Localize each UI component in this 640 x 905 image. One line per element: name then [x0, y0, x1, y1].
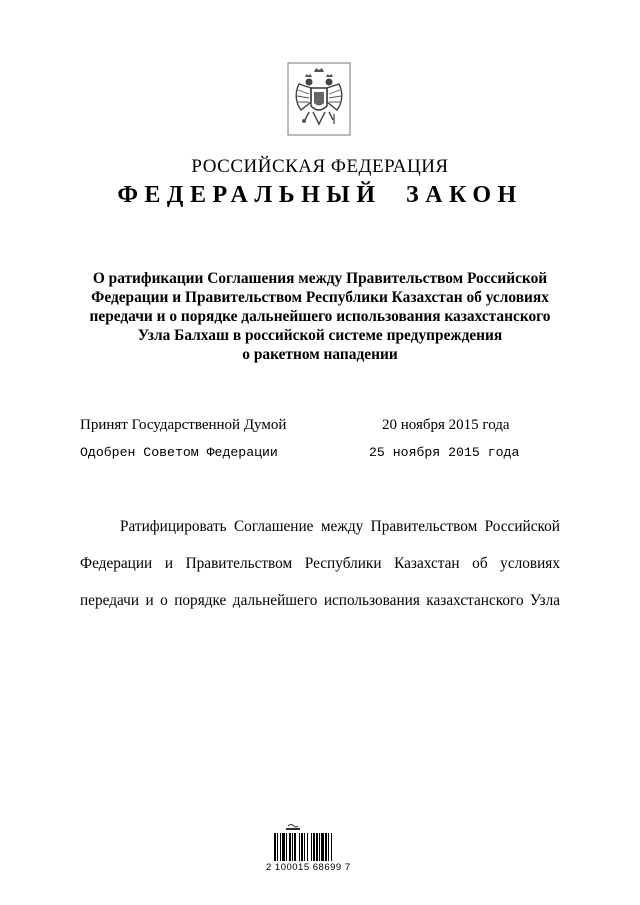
barcode-bar: [311, 833, 312, 861]
country-name: РОССИЙСКАЯ ФЕДЕРАЦИЯ: [191, 156, 449, 177]
barcode-bar: [307, 833, 308, 861]
barcode-logo-icon: [286, 825, 300, 831]
barcode-bar: [301, 833, 303, 861]
barcode-bar: [316, 833, 318, 861]
barcode-bar: [313, 833, 315, 861]
barcode-number: 2 100015 68699 7: [266, 862, 351, 873]
barcode-bar: [289, 833, 291, 861]
barcode-bar: [274, 833, 276, 861]
barcode-bar: [294, 833, 296, 861]
barcode-bar: [321, 833, 324, 861]
barcode-bar: [328, 833, 329, 861]
barcode-bar: [325, 833, 327, 861]
law-title-line: передачи и о порядке дальнейшего использования казахстанского: [89, 308, 551, 325]
body-text-line: Федерации и Правительством Республики Казахстан об условиях: [80, 555, 560, 572]
law-title-line: О ратификации Соглашения между Правительством Российской: [92, 270, 548, 287]
barcode-bar: [277, 833, 278, 861]
law-title-line: Узла Балхаш в российской системе предупреждения: [137, 327, 503, 344]
adoption-date: 20 ноября 2015 года: [382, 417, 510, 433]
body-text-line: передачи и о порядке дальнейшего использования казахстанского Узла: [80, 592, 560, 609]
barcode-bar: [331, 833, 332, 861]
law-title-line: Федерации и Правительством Республики Казахстан об условиях: [91, 289, 549, 306]
barcode: [272, 823, 364, 885]
russian-coat-of-arms-icon: [287, 62, 351, 136]
barcode-bars: [274, 833, 332, 861]
adoption-label: Одобрен Советом Федерации: [80, 445, 278, 460]
barcode-bar: [299, 833, 300, 861]
law-title-line: о ракетном нападении: [242, 346, 398, 363]
adoption-date: 25 ноября 2015 года: [369, 445, 520, 460]
adoption-label: Принят Государственной Думой: [80, 417, 287, 433]
barcode-bar: [286, 833, 287, 861]
document-type-heading: ФЕДЕРАЛЬНЫЙ ЗАКОН: [117, 182, 523, 208]
law-title: [60, 269, 580, 364]
barcode-bar: [292, 833, 293, 861]
barcode-bar: [282, 833, 285, 861]
barcode-bar: [304, 833, 305, 861]
barcode-bar: [319, 833, 320, 861]
body-text-line: Ратифицировать Соглашение между Правительством Российской: [120, 518, 560, 535]
barcode-bar: [280, 833, 281, 861]
